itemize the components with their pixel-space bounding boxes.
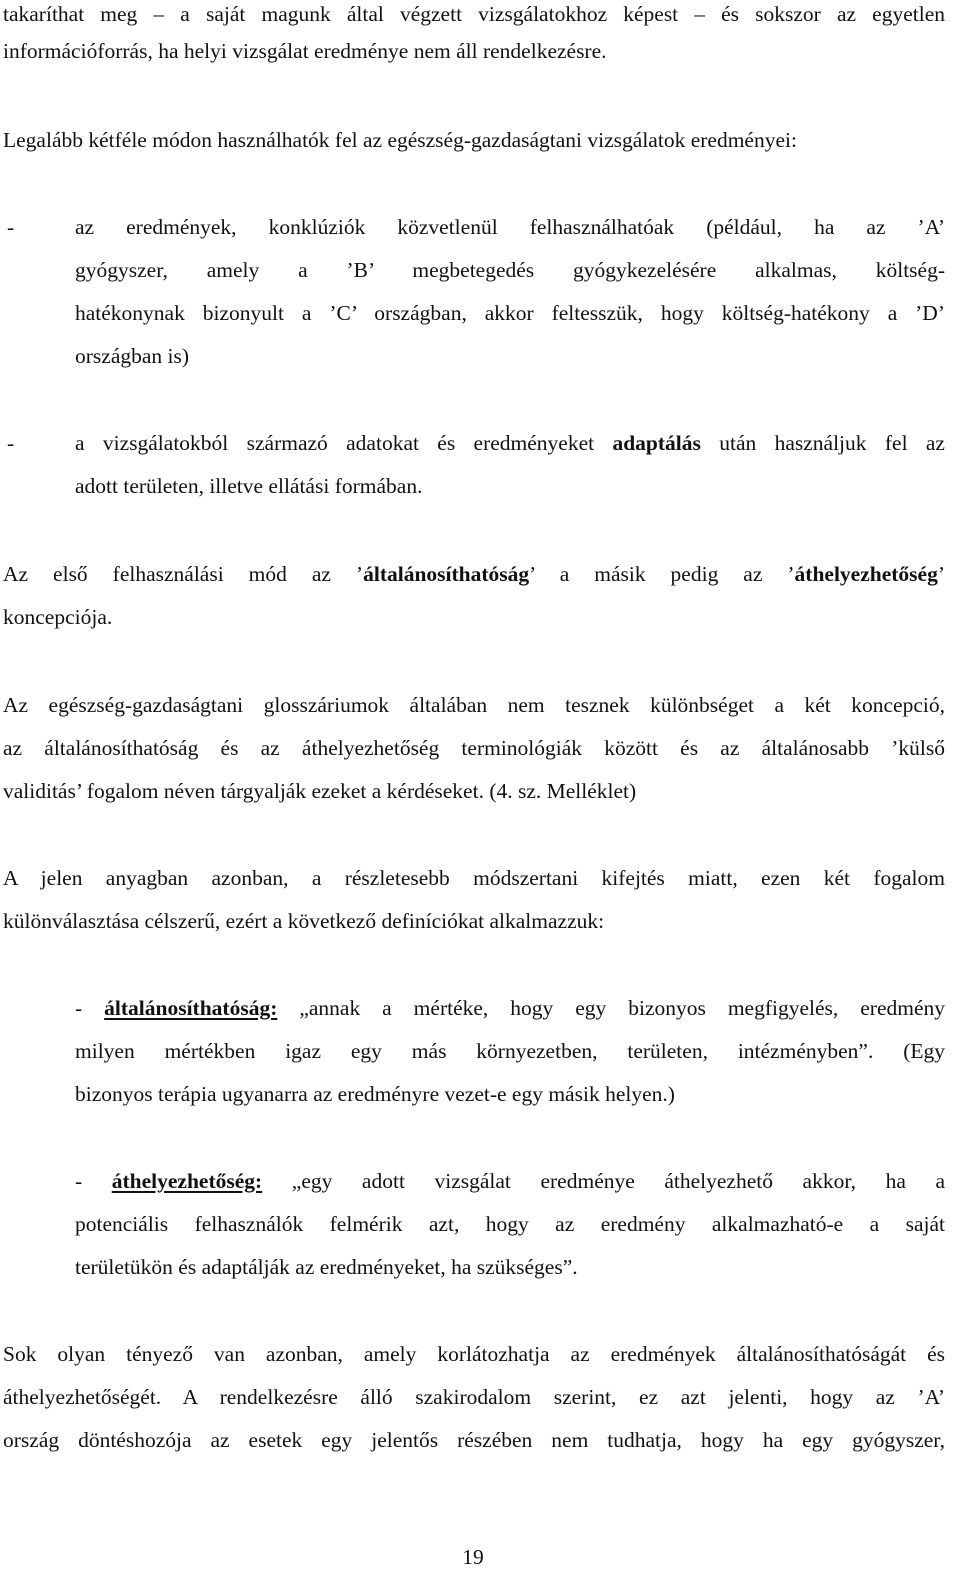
paragraph-line: Sok olyan tényező van azonban, amely korlátozhatja az eredmények általánosíthatóságát és xyxy=(3,1342,945,1366)
paragraph-line: Az egészség-gazdaságtani glosszáriumok általában nem tesznek különbséget a két koncepció, xyxy=(3,693,945,717)
bold-term: általánosíthatóság xyxy=(363,562,530,586)
text-run: után használjuk fel az xyxy=(700,431,945,455)
list-bullet: - xyxy=(7,215,15,239)
definition-line: milyen mértékben igaz egy más környezetben, területen, intézményben”. (Egy xyxy=(75,1039,945,1063)
text-run: ’ a másik pedig az ’ xyxy=(529,562,795,586)
paragraph-line: takaríthat meg – a saját magunk által végzett vizsgálatokhoz képest – és sokszor az egyetlen xyxy=(3,2,945,26)
page-number: 19 xyxy=(462,1545,484,1569)
text-run: „annak a mértéke, hogy egy bizonyos megfigyelés, eredmény xyxy=(277,996,945,1020)
text-run: „egy adott vizsgálat eredménye áthelyezhető akkor, ha a xyxy=(262,1169,946,1193)
definition-line xyxy=(75,1167,945,1195)
paragraph-line: információforrás, ha helyi vizsgálat eredménye nem áll rendelkezésre. xyxy=(3,39,607,63)
list-item-line: országban is) xyxy=(75,344,190,368)
paragraph-line: az általánosíthatóság és az áthelyezhetőség terminológiák között és az általánosabb ’külső xyxy=(3,736,945,760)
paragraph-line: A jelen anyagban azonban, a részletesebb módszertani kifejtés miatt, ezen két fogalom xyxy=(3,866,945,890)
paragraph-line: ország döntéshozója az esetek egy jelentős részében nem tudhatja, hogy ha egy gyógyszer, xyxy=(3,1428,945,1452)
defined-term: általánosíthatóság: xyxy=(104,996,278,1020)
definition-line: bizonyos terápia ugyanarra az eredményre vezet-e egy másik helyen.) xyxy=(75,1082,675,1106)
text-run: Az első felhasználási mód az ’ xyxy=(3,562,364,586)
paragraph-line: különválasztása célszerű, ezért a következő definíciókat alkalmazzuk: xyxy=(3,909,605,933)
list-item-line: adott területen, illetve ellátási formában. xyxy=(75,474,423,498)
list-item-line: hatékonynak bizonyult a ’C’ országban, akkor feltesszük, hogy költség-hatékony a ’D’ xyxy=(75,301,945,325)
definition-line: potenciális felhasználók felmérik azt, hogy az eredmény alkalmazható-e a saját xyxy=(75,1212,945,1236)
paragraph-line: koncepciója. xyxy=(3,605,113,629)
bold-term: adaptálás xyxy=(612,431,701,455)
paragraph-line: Legalább kétféle módon használhatók fel az egészség-gazdaságtani vizsgálatok eredményei: xyxy=(3,128,797,152)
bold-term: áthelyezhetőség xyxy=(794,562,938,586)
list-item-line: gyógyszer, amely a ’B’ megbetegedés gyógykezelésére alkalmas, költség- xyxy=(75,258,945,282)
paragraph-line: validitás’ fogalom néven tárgyalják ezeket a kérdéseket. (4. sz. Melléklet) xyxy=(3,779,637,803)
paragraph-line: áthelyezhetőségét. A rendelkezésre álló szakirodalom szerint, ez azt jelenti, hogy az ’A’ xyxy=(3,1385,945,1409)
text-run: ’ xyxy=(937,562,945,586)
text-run: a vizsgálatokból származó adatokat és eredményeket xyxy=(75,431,613,455)
definition-line: területükön és adaptálják az eredményeket, ha szükséges”. xyxy=(75,1255,578,1279)
defined-term: áthelyezhetőség: xyxy=(111,1169,263,1193)
definition-line xyxy=(75,994,945,1022)
list-item-line xyxy=(75,429,945,457)
paragraph-line xyxy=(3,560,945,588)
list-bullet: - xyxy=(7,431,15,455)
list-bullet: - xyxy=(75,1169,83,1193)
list-item-line: az eredmények, konklúziók közvetlenül felhasználhatóak (például, ha az ’A’ xyxy=(75,215,945,239)
list-bullet: - xyxy=(75,996,83,1020)
